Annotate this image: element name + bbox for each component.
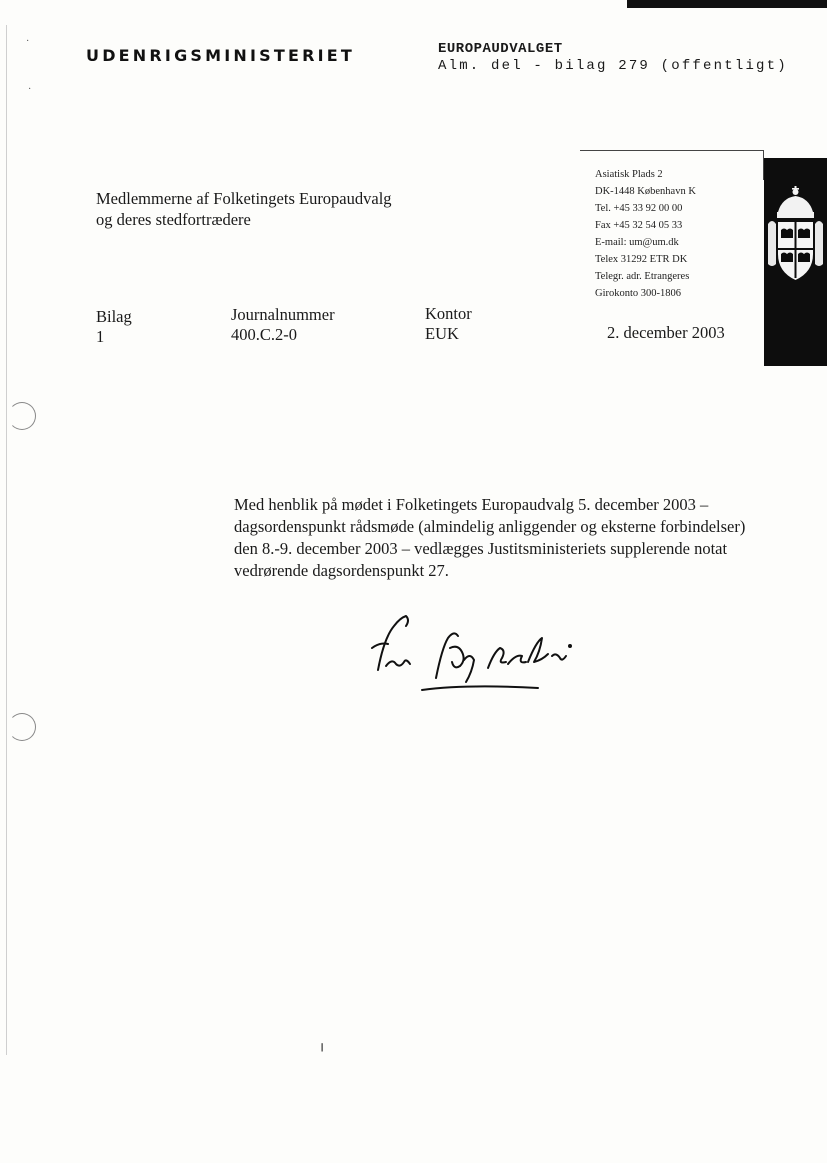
bilag-label: Bilag (96, 307, 132, 326)
scan-top-edge-bar (627, 0, 827, 8)
address-line: E-mail: um@um.dk (595, 237, 679, 248)
letter-body (234, 494, 794, 582)
address-line: Telex 31292 ETR DK (595, 254, 688, 265)
ministry-address (595, 166, 696, 302)
letter-date: 2. december 2003 (607, 323, 725, 342)
kontor-label: Kontor (425, 304, 472, 323)
danish-royal-crest-icon (764, 178, 827, 288)
body-line-4: vedrørende dagsordenspunkt 27. (234, 561, 449, 580)
scan-left-edge (6, 25, 7, 1055)
recipient-line-1: Medlemmerne af Folketingets Europaudvalg (96, 189, 392, 208)
address-line: Fax +45 32 54 05 33 (595, 220, 683, 231)
handwritten-signature (366, 608, 586, 698)
bilag-value: 1 (96, 327, 105, 346)
crest-panel (764, 158, 827, 366)
journal-value: 400.C.2-0 (231, 325, 297, 344)
ministry-name: UDENRIGSMINISTERIET (86, 46, 356, 65)
margin-speck: · (28, 84, 32, 95)
address-line: Girokonto 300-1806 (595, 288, 682, 299)
punch-hole-upper (8, 402, 36, 430)
kontor-block (425, 304, 472, 344)
committee-stamp (438, 41, 788, 74)
body-line-2: dagsordenspunkt rådsmøde (almindelig anliggender og eksterne forbindelser) (234, 517, 746, 536)
body-line-1: Med henblik på mødet i Folketingets Europaudvalg 5. december 2003 – (234, 495, 709, 514)
journal-block (231, 305, 335, 345)
address-line: Tel. +45 33 92 00 00 (595, 203, 683, 214)
recipient-line-2: og deres stedfortrædere (96, 210, 251, 229)
address-line: Telegr. adr. Etrangeres (595, 271, 690, 282)
committee-title: EUROPAUDVALGET (438, 41, 563, 57)
punch-hole-lower (8, 713, 36, 741)
address-line: Asiatisk Plads 2 (595, 169, 663, 180)
committee-reference: Alm. del - bilag 279 (offentligt) (438, 58, 788, 74)
body-line-3: den 8.-9. december 2003 – vedlægges Justitsministeriets supplerende notat (234, 539, 728, 558)
scan-mark: ╷ (318, 1037, 327, 1052)
kontor-value: EUK (425, 324, 459, 343)
margin-speck: · (26, 36, 30, 47)
recipient-block (96, 188, 392, 230)
address-rule (580, 150, 764, 151)
journal-label: Journalnummer (231, 305, 335, 324)
address-line: DK-1448 København K (595, 186, 696, 197)
bilag-block (96, 307, 132, 347)
